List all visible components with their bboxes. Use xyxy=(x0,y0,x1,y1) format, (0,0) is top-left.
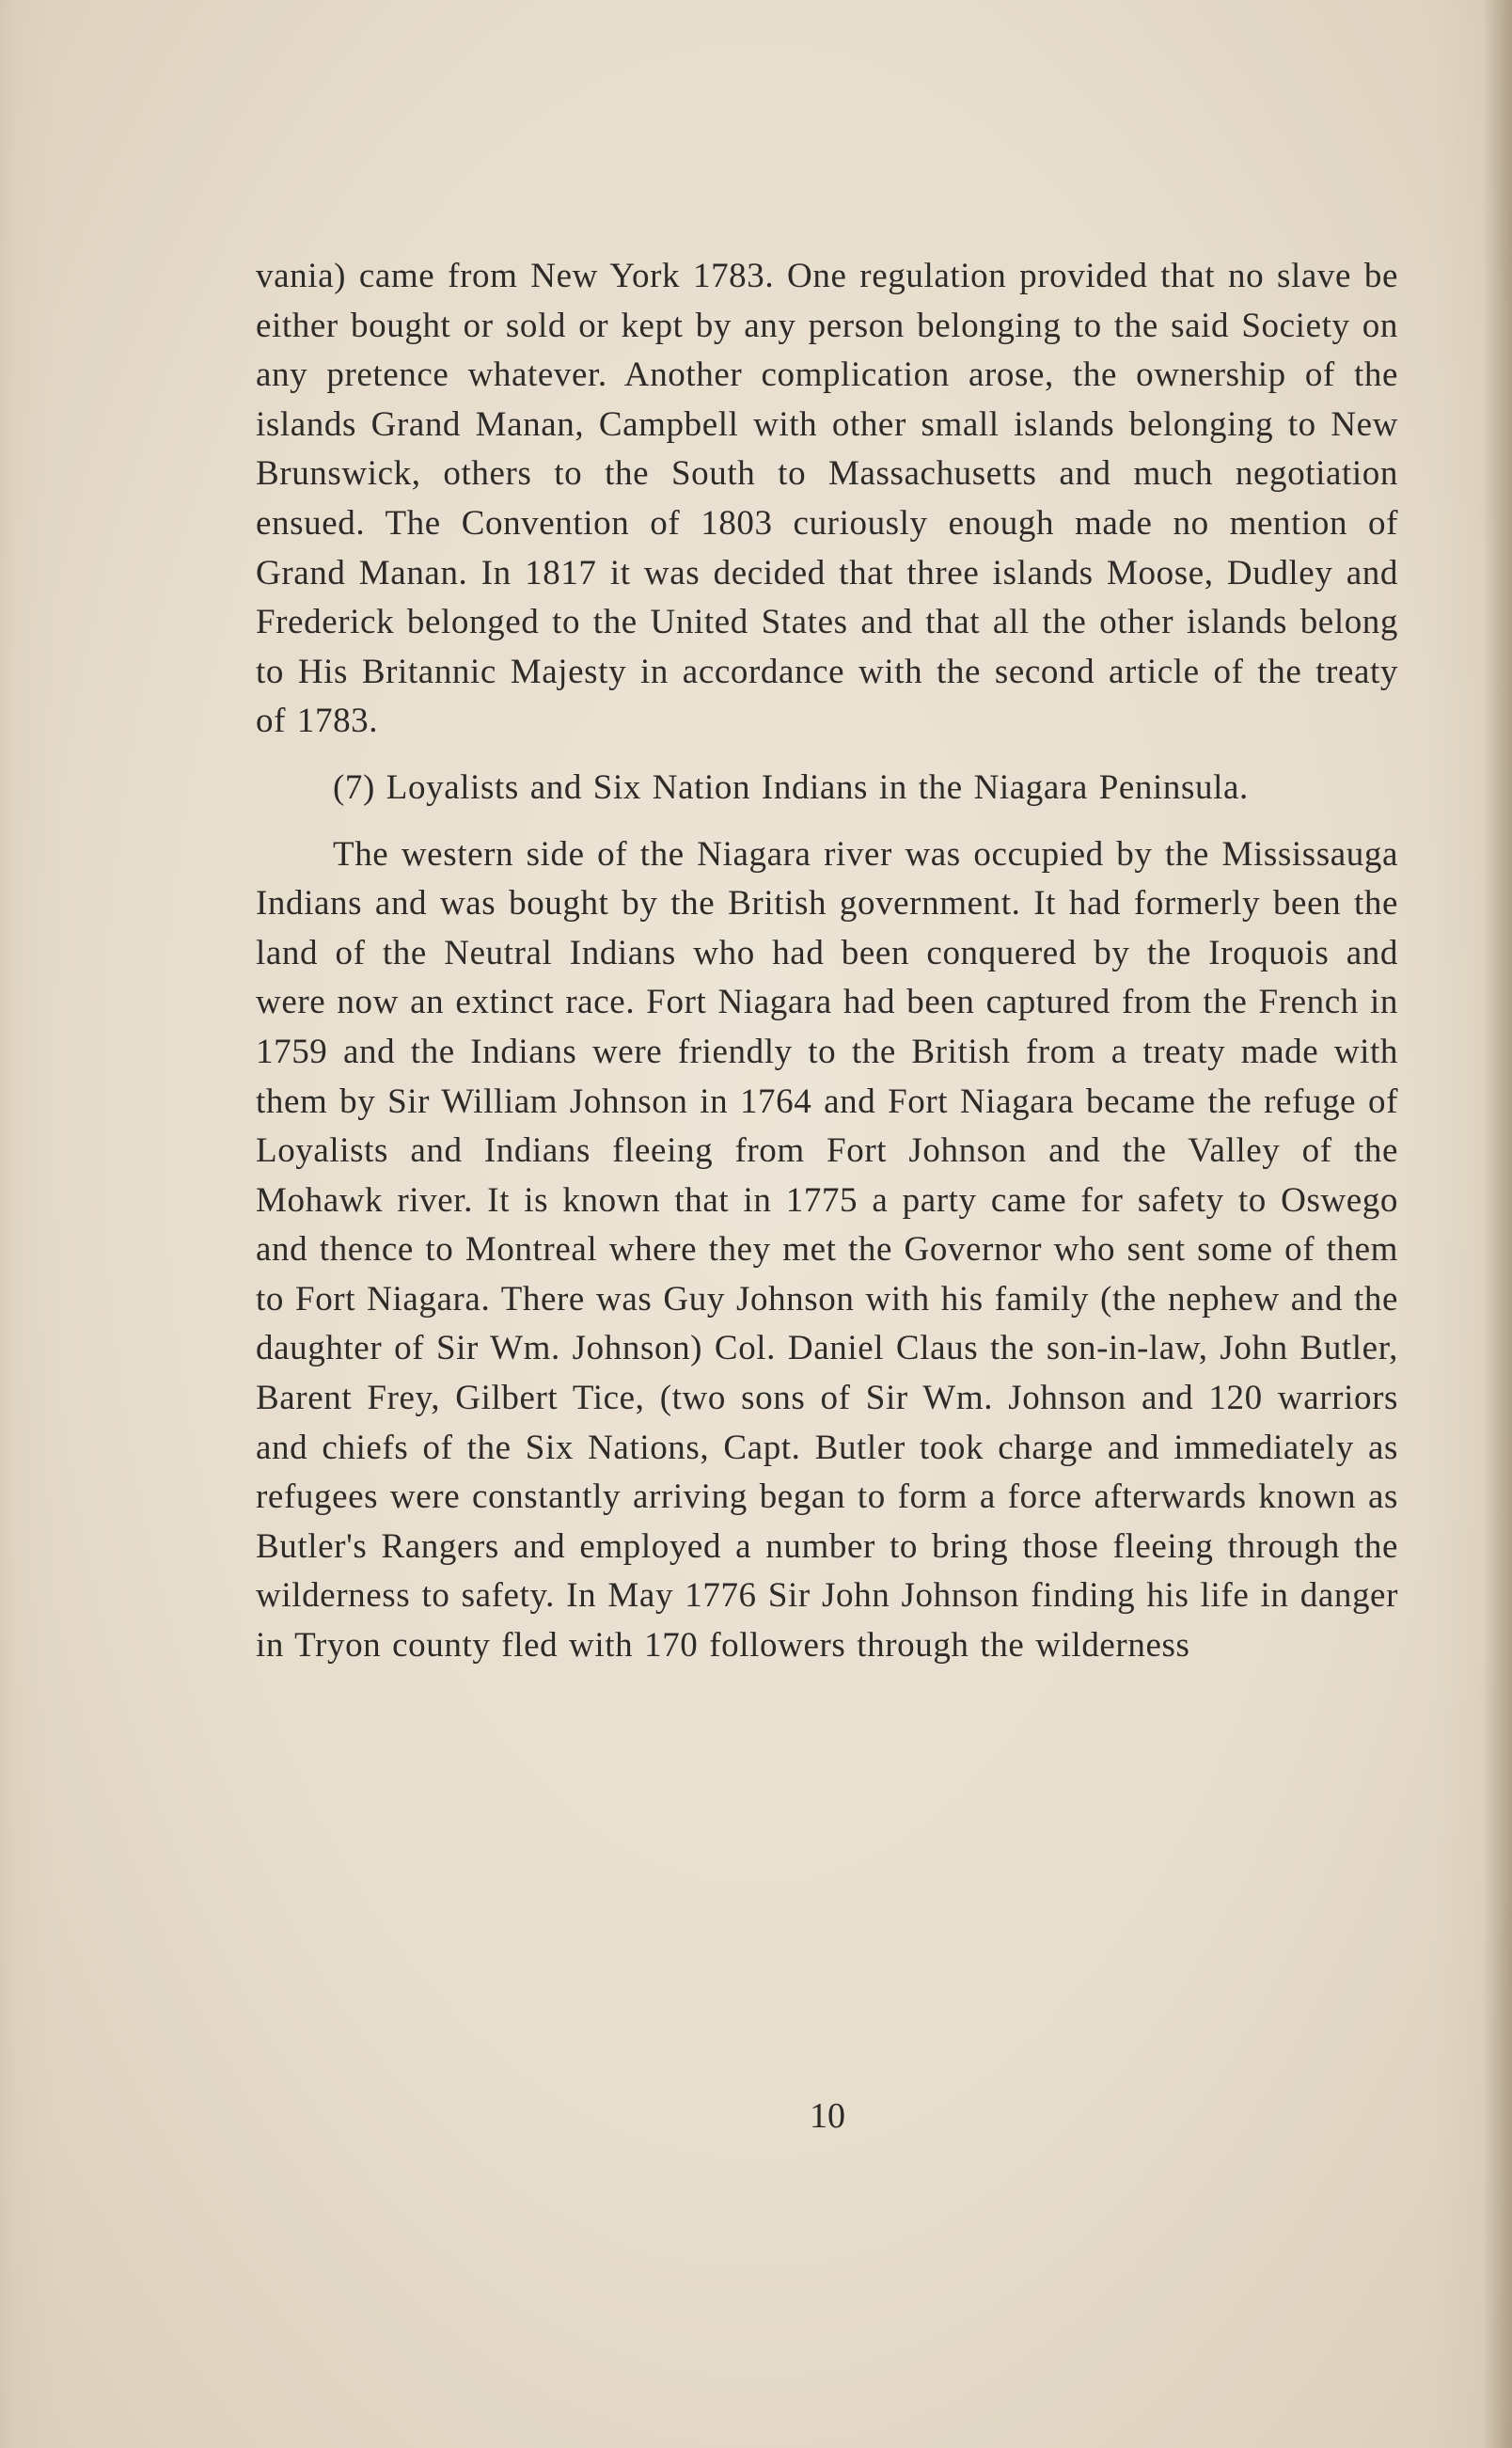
body-text xyxy=(256,252,1398,1671)
page-edge-shadow xyxy=(1484,0,1512,2448)
page-number: 10 xyxy=(810,2096,845,2136)
paragraph-niagara-history: The western side of the Niagara river was occupied by the Mississauga Indians and was bought by the British government. It had formerly been the land of the Neutral Indians who had been conquered by the Iroquois and were now an extinct race. Fort Niagara had been captured from the French in 1759 and the Indians were friendly to the British from a treaty made with them by Sir William Johnson in 1764 and Fort Niagara became the refuge of Loyalists and Indians fleeing from Fort Johnson and the Valley of the Mohawk river. It is known that in 1775 a party came for safety to Oswego and thence to Montreal where they met the Governor who sent some of them to Fort Niagara. There was Guy Johnson with his family (the nephew and the daughter of Sir Wm. Johnson) Col. Daniel Claus the son-in-law, John Butler, Barent Frey, Gilbert Tice, (two sons of Sir Wm. Johnson and 120 warriors and chiefs of the Six Nations, Capt. Butler took charge and immediately as refugees were constantly arriving began to form a force afterwards known as Butler's Rangers and employed a number to bring those fleeing through the wilderness to safety. In May 1776 Sir John Johnson finding his life in danger in Tryon county fled with 170 followers through the wilderness xyxy=(256,834,1398,1666)
section-heading-loyalists-niagara: (7) Loyalists and Six Nation Indians in the Niagara Peninsula. xyxy=(333,767,1249,807)
paragraph-continuation: vania) came from New York 1783. One regulation provided that no slave be either bought or sold or kept by any person belonging to the said Society on any pretence whatever. Another complication arose, the ownership of the islands Grand Manan, Campbell with other small islands belonging to New Brunswick, others to the South to Massachusetts and much negotiation ensued. The Convention of 1803 curiously enough made no mention of Grand Manan. In 1817 it was decided that three islands Moose, Dudley and Frederick belonged to the United States and that all the other islands belong to His Britannic Majesty in accordance with the second article of the treaty of 1783. xyxy=(256,257,1398,741)
